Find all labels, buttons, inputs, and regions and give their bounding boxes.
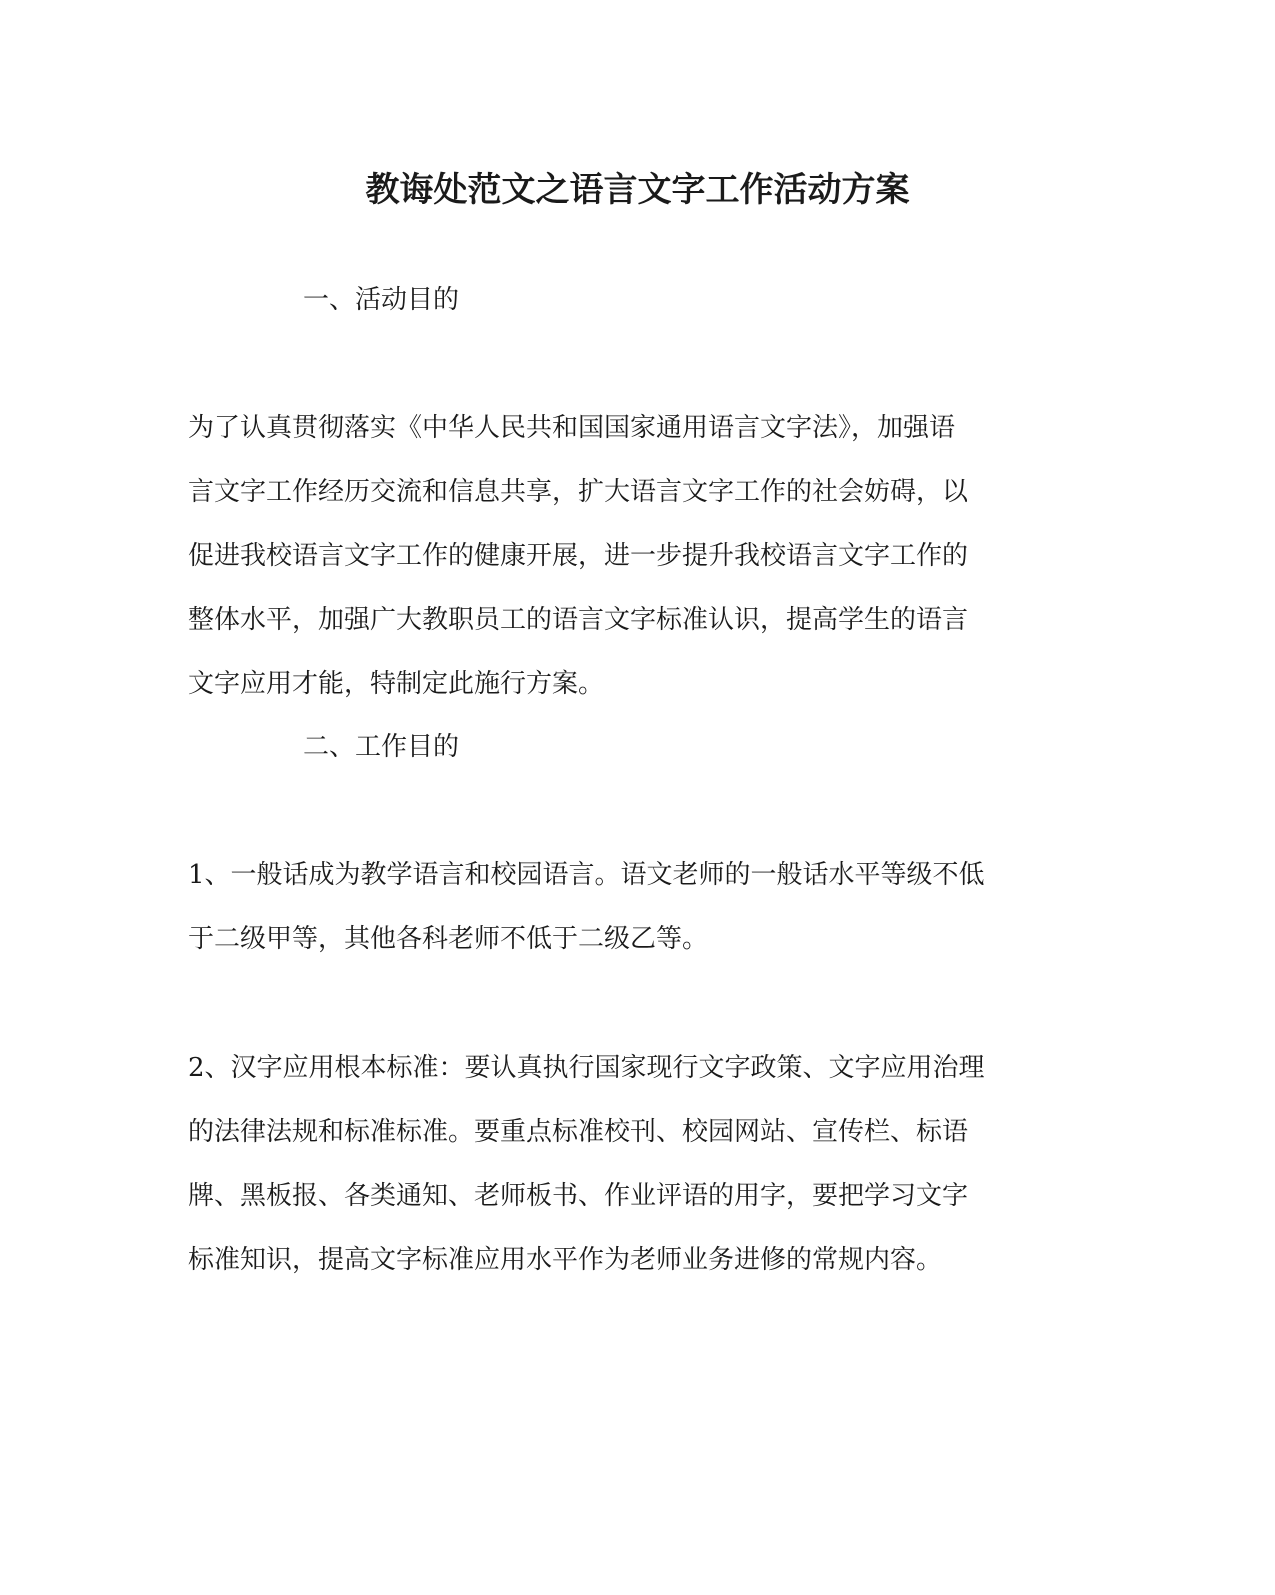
- paragraph-line: 整体水平，加强广大教职员工的语言文字标准认识，提高学生的语言: [188, 605, 969, 635]
- paragraph-line: 的法律法规和标准标准。要重点标准校刊、校园网站、宣传栏、标语: [188, 1117, 969, 1147]
- paragraph-line: 为了认真贯彻落实《中华人民共和国国家通用语言文字法》，加强语: [188, 413, 956, 443]
- paragraph-activity-purpose: [188, 396, 1088, 716]
- document-title: 教诲处范文之语言文字工作活动方案: [365, 170, 910, 210]
- paragraph-line: 2、汉字应用根本标准：要认真执行国家现行文字政策、文字应用治理: [188, 1053, 985, 1083]
- paragraph-line: 文字应用才能，特制定此施行方案。: [188, 669, 605, 699]
- paragraph-line: 标准知识，提高文字标准应用水平作为老师业务进修的常规内容。: [188, 1245, 943, 1275]
- paragraph-line: 1、一般话成为教学语言和校园语言。语文老师的一般话水平等级不低: [188, 860, 985, 890]
- paragraph-line: 言文字工作经历交流和信息共享，扩大语言文字工作的社会妨碍，以: [188, 477, 969, 507]
- paragraph-line: 牌、黑板报、各类通知、老师板书、作业评语的用字，要把学习文字: [188, 1181, 969, 1211]
- paragraph-character-standard: [188, 1036, 1088, 1292]
- section-heading-work-goal: 二、工作目的: [303, 732, 460, 762]
- paragraph-mandarin-goal: [188, 843, 1088, 971]
- section-heading-activity-purpose: 一、活动目的: [303, 285, 460, 315]
- paragraph-line: 促进我校语言文字工作的健康开展，进一步提升我校语言文字工作的: [188, 541, 969, 571]
- paragraph-line: 于二级甲等，其他各科老师不低于二级乙等。: [188, 924, 709, 954]
